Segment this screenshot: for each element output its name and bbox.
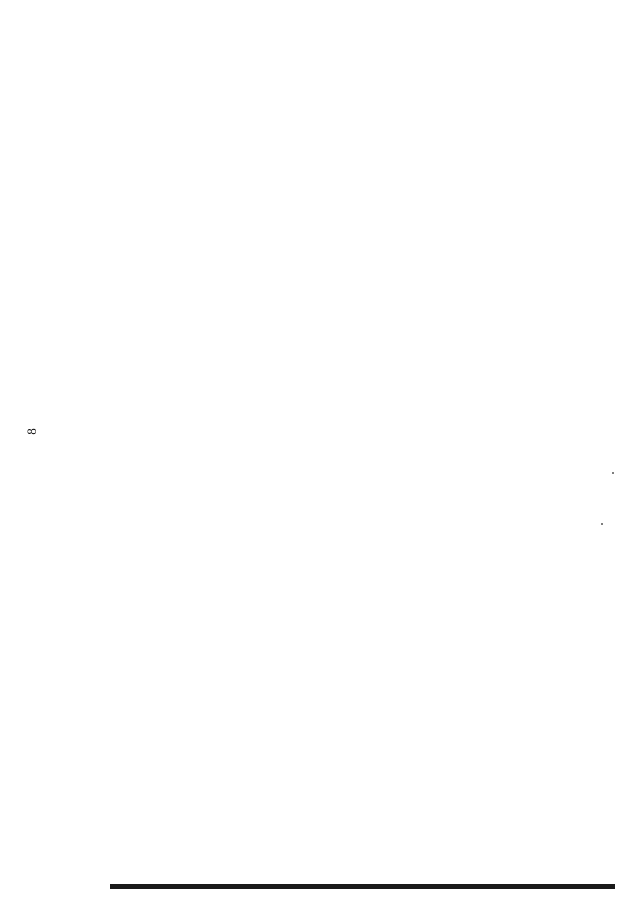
stray-mark	[612, 472, 614, 474]
bottom-rule	[110, 884, 615, 889]
stray-mark	[601, 523, 603, 525]
page-number: 8	[23, 428, 39, 435]
